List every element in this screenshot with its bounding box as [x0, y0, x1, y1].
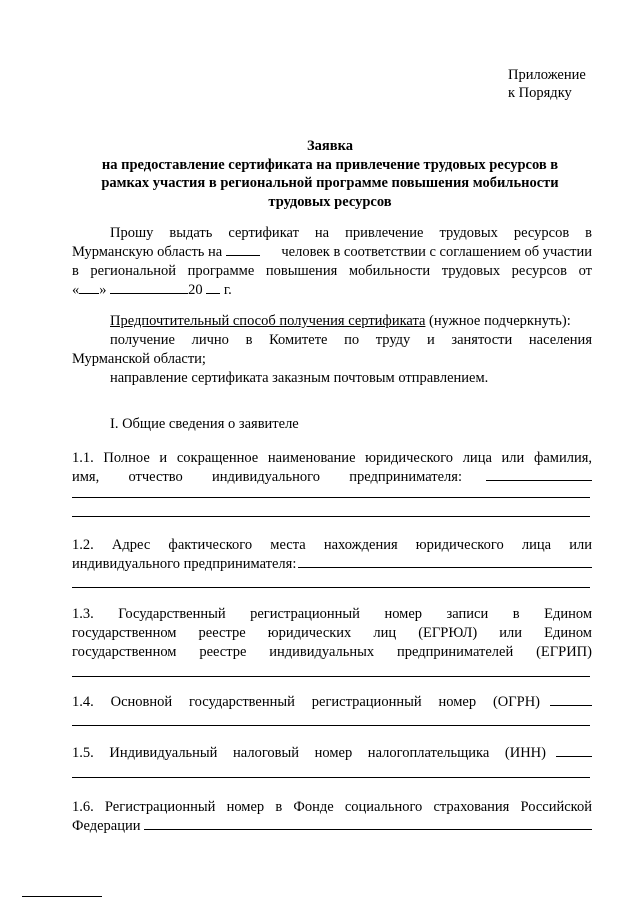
item-1-6-line-2 — [72, 817, 592, 836]
item-1-1-field-line-2[interactable] — [72, 516, 590, 517]
method-label: Предпочтительный способ получения сертификата — [110, 313, 426, 329]
section-1-title — [110, 415, 592, 434]
item-1-2-line-2 — [72, 555, 592, 574]
item-1-1-blank-inline[interactable] — [486, 468, 592, 481]
item-1-6-text-2: Федерации — [72, 818, 141, 834]
item-1-5-line — [72, 744, 592, 763]
title-line-1: на предоставление сертификата на привлечение трудовых ресурсов в — [101, 156, 559, 173]
request-date-line — [72, 281, 592, 300]
item-1-6-blank-inline[interactable] — [144, 817, 592, 830]
item-1-4-field-line[interactable] — [72, 725, 590, 726]
day-blank[interactable] — [79, 281, 99, 294]
item-1-5-blank-inline[interactable] — [556, 744, 592, 757]
section-1-title-text: I. Общие сведения о заявителе — [110, 416, 299, 432]
item-1-4-blank-inline[interactable] — [550, 693, 592, 706]
appendix-header — [508, 66, 586, 102]
request-text-2b: человек в соответствии с соглашением об участии — [281, 244, 592, 260]
item-1-1-text-1: 1.1. Полное и сокращенное наименование юридического лица или фамилия, — [72, 450, 592, 466]
item-1-4-text: 1.4. Основной государственный регистрационный номер (ОГРН) — [72, 694, 540, 710]
item-1-2-field-line[interactable] — [72, 587, 590, 588]
quote-open: « — [72, 282, 80, 298]
item-1-1-line-1 — [72, 449, 592, 468]
item-1-3-line-3 — [72, 643, 592, 662]
year-suffix: г. — [223, 282, 232, 298]
request-line-2 — [72, 243, 592, 262]
quote-close: » — [99, 282, 107, 298]
item-1-1-text-2: имя, отчество индивидуального предпринимателя: — [72, 469, 462, 485]
item-1-1-field-line-1[interactable] — [72, 497, 590, 498]
item-1-6-line-1 — [72, 798, 592, 817]
method-heading-line — [110, 312, 592, 331]
year-blank[interactable] — [206, 281, 220, 294]
method-note: (нужное подчеркнуть): — [425, 313, 571, 329]
method-option-2[interactable] — [110, 369, 592, 388]
people-count-blank[interactable] — [226, 243, 260, 256]
item-1-3-line-1 — [72, 605, 592, 624]
title-line-3: трудовых ресурсов — [268, 193, 392, 210]
month-blank[interactable] — [110, 281, 188, 294]
item-1-3-text-1: 1.3. Государственный регистрационный номер записи в Едином — [72, 606, 592, 622]
item-1-4-line — [72, 693, 592, 712]
request-line-1 — [110, 224, 592, 243]
appendix-line-1: Приложение — [508, 67, 586, 83]
method-option-1-text-2: Мурманской области; — [72, 351, 206, 367]
appendix-line-2: к Порядку — [508, 85, 572, 101]
request-text-2a: Мурманскую область на — [72, 244, 223, 260]
title-heading: Заявка — [307, 138, 353, 154]
method-option-2-text: направление сертификата заказным почтовым отправлением. — [110, 370, 489, 386]
item-1-3-text-3: государственном реестре индивидуальных предпринимателей (ЕГРИП) — [72, 644, 592, 660]
method-option-1-line-1[interactable] — [110, 331, 592, 350]
item-1-2-text-1: 1.2. Адрес фактического места нахождения юридического лица или — [72, 537, 592, 553]
item-1-6-text-1: 1.6. Регистрационный номер в Фонде социального страхования Российской — [72, 799, 592, 815]
method-option-1-line-2[interactable] — [72, 350, 592, 369]
item-1-2-text-2: индивидуального предпринимателя: — [72, 556, 297, 572]
request-text-1: Прошу выдать сертификат на привлечение трудовых ресурсов в — [110, 225, 592, 241]
item-1-2-blank-inline[interactable] — [298, 555, 592, 568]
item-1-2-line-1 — [72, 536, 592, 555]
item-1-3-line-2 — [72, 624, 592, 643]
item-1-3-field-line[interactable] — [72, 676, 590, 677]
title-line-2: рамках участия в региональной программе повышения мобильности — [101, 175, 559, 191]
request-text-3: в региональной программе повышения мобильности трудовых ресурсов от — [72, 263, 592, 279]
request-line-3 — [72, 262, 592, 281]
document-title — [60, 137, 600, 211]
footnote-separator — [22, 896, 102, 897]
item-1-3-text-2: государственном реестре юридических лиц (ЕГРЮЛ) или Едином — [72, 625, 592, 641]
item-1-1-line-2 — [72, 468, 592, 487]
item-1-5-field-line[interactable] — [72, 777, 590, 778]
year-prefix: 20 — [188, 282, 203, 298]
item-1-5-text: 1.5. Индивидуальный налоговый номер налогоплательщика (ИНН) — [72, 745, 546, 761]
method-option-1-text: получение лично в Комитете по труду и занятости населения — [110, 332, 592, 348]
